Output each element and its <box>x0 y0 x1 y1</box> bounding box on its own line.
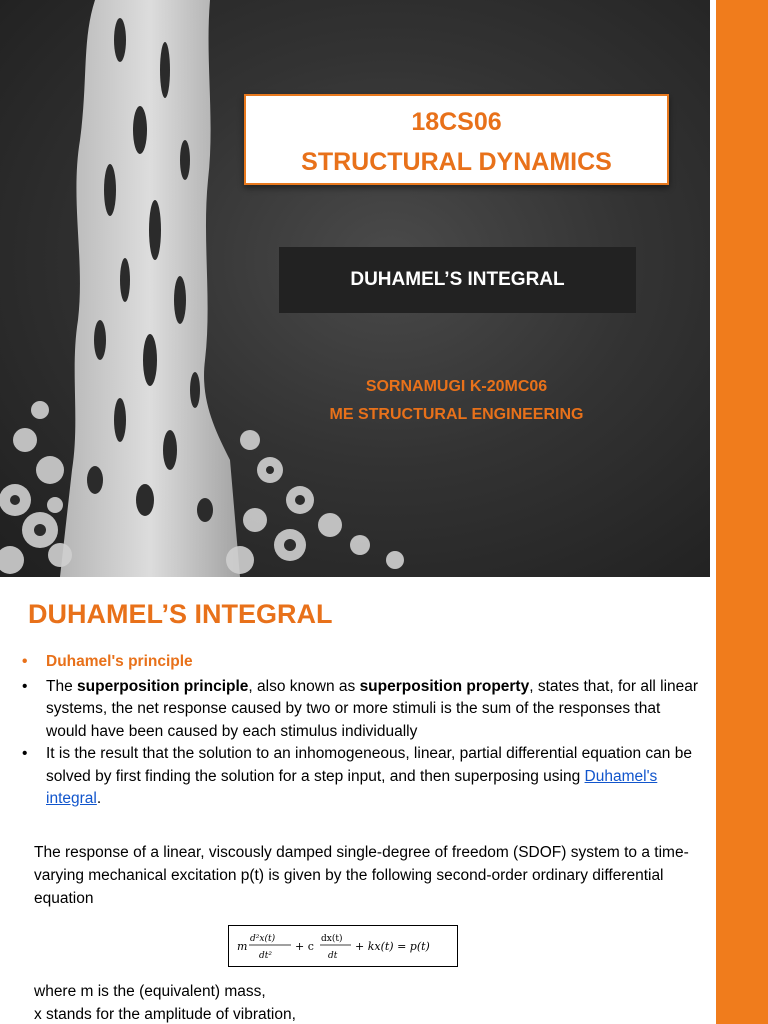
bullet-item <box>20 743 700 811</box>
eq-rest: + kx(t) = p(t) <box>355 940 430 953</box>
eq-dt2: dt² <box>259 951 272 961</box>
bullet-text-pre: It is the result that the solution to an inhomogeneous, linear, partial differential equation can be solved by first finding the solution for a step input, and then superposing using <box>46 745 692 785</box>
bullet-text-pre: The <box>46 677 78 695</box>
bullet-text-mid: , also known as <box>248 677 360 695</box>
bullet-item <box>20 676 700 744</box>
eq-dt: dt <box>328 951 338 961</box>
topic-box <box>279 247 636 313</box>
definition-line: where m is the (equivalent) mass, <box>34 983 266 1000</box>
bullet-strong-term: superposition principle <box>77 677 249 695</box>
eq-plus-c: + c <box>295 940 314 953</box>
eq-dx: dx(t) <box>321 934 343 944</box>
orange-stripe <box>716 577 768 1024</box>
bullet-text-post: . <box>96 790 102 807</box>
description-paragraph: The response of a linear, viscously damped single-degree of freedom (SDOF) system to a time-varying mechanical excitation p(t) is given by the following second-order ordinary differential equation <box>34 844 689 907</box>
slide2-side-bar <box>710 577 768 1024</box>
bullet-dot-icon: • <box>22 677 28 695</box>
bullet-item <box>20 651 700 674</box>
equation-formula <box>229 926 457 966</box>
slide1-side-bar <box>710 0 768 577</box>
variable-definitions <box>34 980 694 1024</box>
author-department: ME STRUCTURAL ENGINEERING <box>329 406 584 423</box>
bullet-list <box>20 651 700 811</box>
bullet-dot-icon: • <box>22 653 28 670</box>
eq-m: m <box>237 940 248 953</box>
content-slide <box>0 577 768 1024</box>
topic-title: DUHAMEL’S INTEGRAL <box>350 269 565 290</box>
orange-stripe <box>716 0 768 577</box>
bullet-strong-term: superposition property <box>359 677 530 695</box>
bullet-dot-icon: • <box>22 745 28 762</box>
bullet-text: Duhamel's principle <box>46 653 193 670</box>
equation-box <box>228 925 458 967</box>
bullet-text-post: , states that, for all linear systems, the net response caused by two or more stimuli is the sum of the responses that would have been caused by each stimulus individually <box>46 677 699 740</box>
author-name: SORNAMUGI K-20MC06 <box>365 378 548 395</box>
title-box <box>244 94 669 185</box>
slide-heading: DUHAMEL’S INTEGRAL <box>28 599 333 629</box>
course-code: 18CS06 <box>411 108 502 136</box>
definition-line: x stands for the amplitude of vibration, <box>34 1006 296 1023</box>
course-title: STRUCTURAL DYNAMICS <box>301 148 612 176</box>
duhamel-integral-link[interactable]: Duhamel's integral <box>46 767 658 807</box>
eq-d2x: d²x(t) <box>250 934 276 944</box>
